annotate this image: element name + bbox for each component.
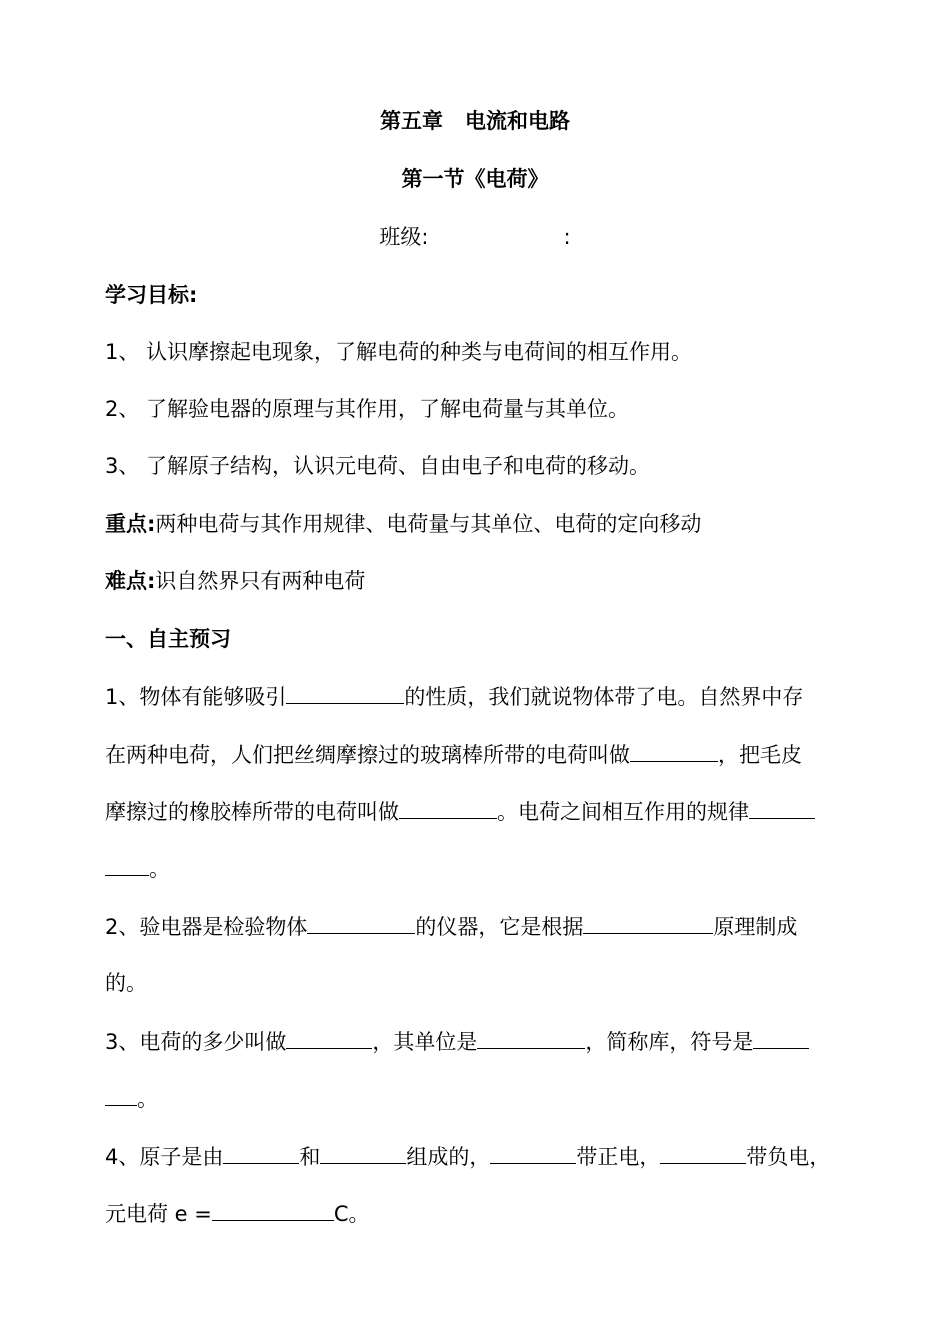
q4-text: 带正电， <box>576 1145 661 1169</box>
question-2-line-1 <box>105 911 850 941</box>
question-3-line-2 <box>105 1083 850 1113</box>
section-title: 第一节《电荷》 <box>401 167 549 191</box>
key-point-label: 重点: <box>105 512 156 536</box>
q1-text: 。 <box>149 857 170 881</box>
q1-text: 摩擦过的橡胶棒所带的电荷叫做 <box>105 800 399 824</box>
answer-blank[interactable] <box>749 796 815 819</box>
q3-text: 。 <box>137 1087 158 1111</box>
difficulty-text: 识自然界只有两种电荷 <box>155 569 366 593</box>
answer-blank[interactable] <box>286 1026 372 1049</box>
q1-text: 。电荷之间相互作用的规律 <box>497 800 749 824</box>
answer-blank[interactable] <box>307 911 415 934</box>
question-2-line-2: 的。 <box>105 971 147 995</box>
preview-heading: 一、自主预习 <box>105 627 231 651</box>
answer-blank[interactable] <box>223 1141 299 1164</box>
question-4-line-2 <box>105 1198 850 1228</box>
q3-text: 3、电荷的多少叫做 <box>105 1030 287 1054</box>
key-point-text: 两种电荷与其作用规律、电荷量与其单位、电荷的定向移动 <box>155 512 702 536</box>
answer-blank[interactable] <box>105 1083 137 1106</box>
q1-text: 1、物体有能够吸引 <box>105 685 287 709</box>
q4-text: 和 <box>299 1145 321 1169</box>
answer-blank[interactable] <box>583 911 713 934</box>
question-1-line-1 <box>105 681 850 711</box>
q4-text: C。 <box>333 1202 370 1226</box>
goal-item: 2、 了解验电器的原理与其作用，了解电荷量与其单位。 <box>105 397 630 421</box>
goal-item: 3、 了解原子结构，认识元电荷、自由电子和电荷的移动。 <box>105 454 651 478</box>
q4-text: 4、原子是由 <box>105 1145 224 1169</box>
answer-blank[interactable] <box>286 681 404 704</box>
answer-blank[interactable] <box>399 796 497 819</box>
question-1-line-4 <box>105 853 850 883</box>
q1-text: 的性质，我们就说物体带了电。自然界中存 <box>404 685 804 709</box>
q2-text: 原理制成 <box>713 915 798 939</box>
difficulty-row <box>105 566 850 596</box>
q3-text: ，其单位是 <box>372 1030 478 1054</box>
chapter-number: 第五章 <box>380 109 443 133</box>
q4-text: 元电荷 e = <box>105 1202 212 1226</box>
q3-text: ，简称库，符号是 <box>585 1030 754 1054</box>
q4-text: 带负电， <box>746 1145 831 1169</box>
answer-blank[interactable] <box>753 1026 809 1049</box>
key-point-row <box>105 509 850 539</box>
chapter-title <box>0 106 950 136</box>
chapter-name: 电流和电路 <box>465 109 570 133</box>
q2-text: 的仪器，它是根据 <box>415 915 584 939</box>
difficulty-label: 难点: <box>105 569 156 593</box>
answer-blank[interactable] <box>320 1141 406 1164</box>
answer-blank[interactable] <box>630 739 718 762</box>
answer-blank[interactable] <box>490 1141 576 1164</box>
class-label: 班级: <box>379 225 429 249</box>
q1-text: 在两种电荷，人们把丝绸摩擦过的玻璃棒所带的电荷叫做 <box>105 743 630 767</box>
q1-text: ，把毛皮 <box>718 743 802 767</box>
q2-text: 2、验电器是检验物体 <box>105 915 308 939</box>
question-1-line-3 <box>105 796 850 826</box>
answer-blank[interactable] <box>105 853 149 876</box>
answer-blank[interactable] <box>660 1141 746 1164</box>
question-4-line-1 <box>105 1141 850 1171</box>
goal-item: 1、 认识摩擦起电现象，了解电荷的种类与电荷间的相互作用。 <box>105 340 693 364</box>
answer-blank[interactable] <box>212 1198 334 1221</box>
answer-blank[interactable] <box>477 1026 585 1049</box>
class-name-row <box>0 222 950 252</box>
name-colon: : <box>563 225 571 249</box>
question-3-line-1 <box>105 1026 850 1056</box>
question-1-line-2 <box>105 739 850 769</box>
q4-text: 组成的， <box>406 1145 491 1169</box>
goals-heading: 学习目标: <box>105 283 198 307</box>
